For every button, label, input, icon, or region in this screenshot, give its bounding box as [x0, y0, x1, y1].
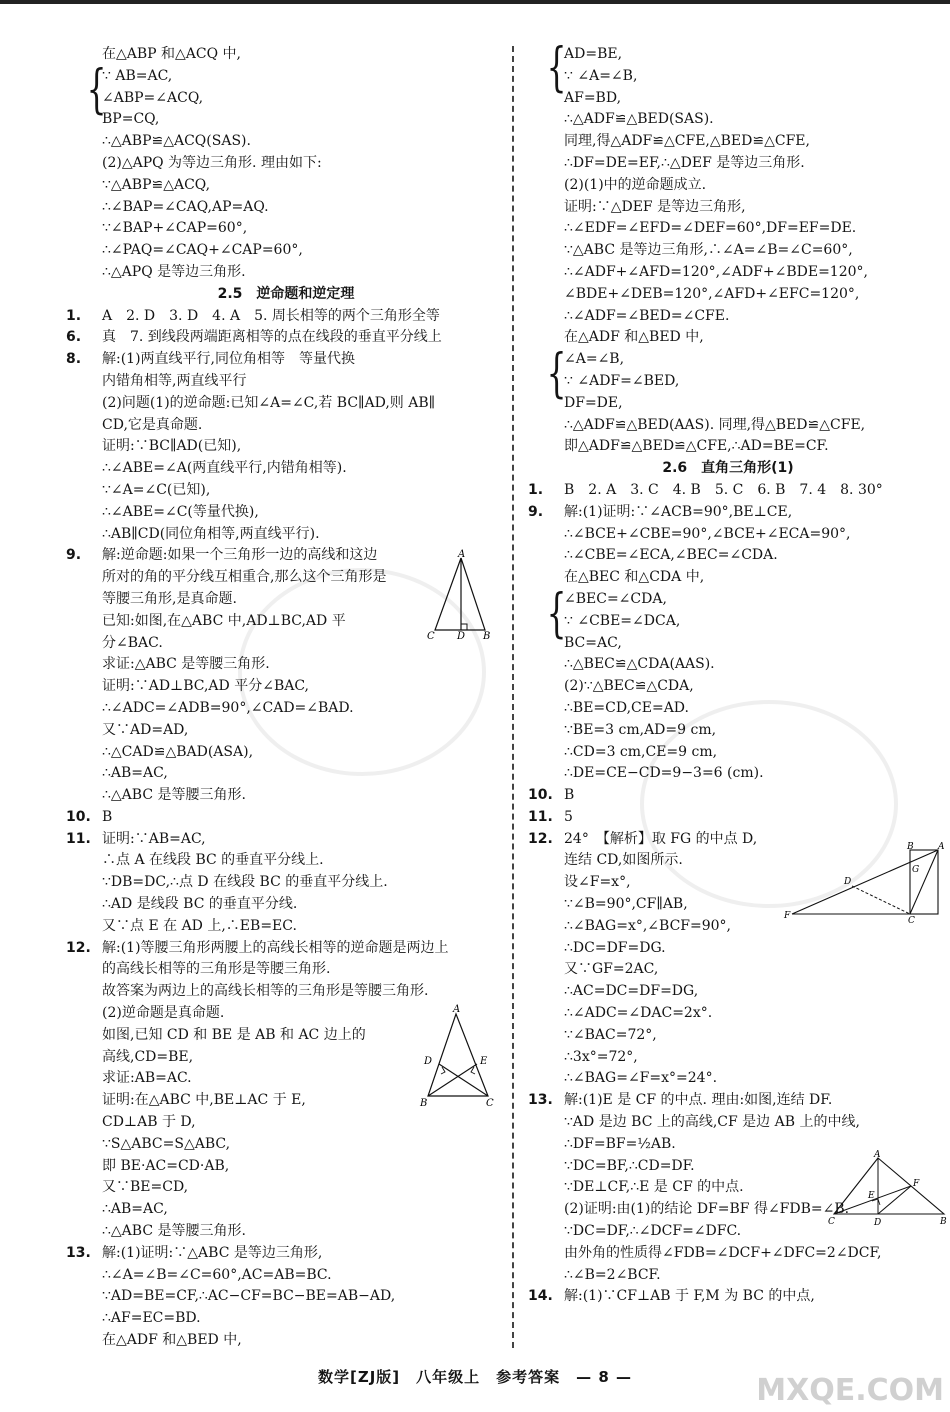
answer-text: ∵ ∠ADF=∠BED,	[564, 372, 680, 389]
label-e: E	[480, 1056, 488, 1067]
answer-line	[528, 88, 928, 110]
answer-line	[528, 66, 928, 88]
label-d: D	[424, 1056, 433, 1067]
answer-line	[66, 785, 506, 807]
answer-text: 的高线长相等的三角形是等腰三角形.	[102, 961, 331, 978]
answer-text: 在△ADF 和△BED 中,	[102, 1332, 242, 1349]
answer-text: (2)△APQ 为等边三角形. 理由如下:	[102, 154, 322, 171]
answer-text: 在△BEC 和△CDA 中,	[564, 569, 705, 586]
answer-line-numbered	[66, 938, 506, 960]
answer-text: 又∵GF=2AC,	[564, 961, 659, 978]
answer-text: 证明:∵△DEF 是等边三角形,	[564, 198, 746, 215]
question-number: 9.	[66, 547, 82, 564]
answer-text: ∴∠BCE+∠CBE=90°,∠BCE+∠ECA=90°,	[564, 525, 851, 542]
answer-line	[66, 44, 506, 66]
figure-q13r-triangle	[826, 1150, 950, 1228]
answer-text: ∴AF=EC=BD.	[102, 1310, 201, 1327]
answer-line-numbered	[528, 785, 928, 807]
answer-line	[528, 524, 928, 546]
label-d: D	[844, 877, 852, 887]
answer-text: ∵DE⊥CF,∴E 是 CF 的中点.	[564, 1179, 744, 1196]
answer-text: ∴AD 是线段 BC 的垂直平分线.	[102, 896, 298, 913]
answer-line	[528, 698, 928, 720]
question-number: 1.	[528, 481, 544, 498]
answer-text: ∴AB∥CD(同位角相等,两直线平行).	[102, 525, 320, 542]
answer-line	[66, 654, 506, 676]
answer-text: 证明:∵BC∥AD(已知),	[102, 438, 242, 455]
answer-text: ∴∠BAP=∠CAQ,AP=AQ.	[102, 198, 269, 215]
answer-text: ∴△CAD≌△BAD(ASA),	[102, 743, 254, 760]
answer-line	[528, 371, 928, 393]
answer-line	[66, 524, 506, 546]
answer-line	[528, 1025, 928, 1047]
answer-line	[66, 742, 506, 764]
answer-line	[66, 502, 506, 524]
answer-line	[66, 1112, 506, 1134]
answer-text: ∵DC=BF,∴CD=DF.	[564, 1157, 695, 1174]
answer-line	[66, 153, 506, 175]
answer-text: (2)证明:由(1)的结论 DF=BF 得∠FDB=∠B.	[564, 1201, 850, 1218]
answer-line	[66, 763, 506, 785]
left-column	[66, 44, 506, 1352]
answer-text: ∴DE=CE−CD=9−3=6 (cm).	[564, 765, 764, 782]
answer-text: 高线,CD=BE,	[102, 1048, 194, 1065]
label-g: G	[912, 865, 920, 875]
answer-text: 在△ABP 和△ACQ 中,	[102, 46, 242, 62]
answer-text: 已知:如图,在△ABC 中,AD⊥BC,AD 平	[102, 612, 346, 629]
answer-text: ∴∠ADF+∠AFD=120°,∠ADF+∠BDE=120°,	[564, 263, 868, 280]
answer-text: A 2. D 3. D 4. A 5. 周长相等的两个三角形全等	[102, 307, 440, 324]
answer-text: ∴∠ABE=∠A(两直线平行,内错角相等).	[102, 460, 347, 477]
watermark-text: MXQE.COM	[756, 1373, 944, 1408]
answer-line	[528, 109, 928, 131]
answer-text: BP=CQ,	[102, 111, 160, 128]
answer-text: ∵△ABC 是等边三角形,∴∠A=∠B=∠C=60°,	[564, 242, 853, 259]
answer-text: ∵ ∠CBE=∠DCA,	[564, 612, 681, 629]
answer-line-numbered	[528, 502, 928, 524]
brace-right-2: {	[546, 344, 567, 404]
answer-line	[528, 545, 928, 567]
answer-line	[528, 1047, 928, 1069]
question-number: 1.	[66, 307, 82, 324]
answer-line	[66, 175, 506, 197]
answer-text: ∠BDE+∠DEB=120°,∠AFD+∠EFC=120°,	[564, 285, 860, 302]
answer-text: ∴AB=AC,	[102, 765, 168, 782]
answer-text: ∴∠BAG=∠F=x°=24°.	[564, 1070, 718, 1087]
answer-line	[528, 742, 928, 764]
answer-text: ∵∠BAP+∠CAP=60°,	[102, 220, 248, 237]
answer-text: ∠A=∠B,	[564, 351, 625, 368]
label-a: A	[938, 842, 945, 852]
answer-text: ∵ ∠A=∠B,	[564, 67, 638, 84]
answer-line-numbered	[66, 306, 506, 328]
question-number: 13.	[66, 1244, 91, 1261]
label-c: C	[486, 1098, 494, 1108]
answer-text: ∵AD 是边 BC 上的高线,CF 是边 AB 上的中线,	[564, 1114, 860, 1131]
answer-line-numbered	[66, 1243, 506, 1265]
section-heading	[66, 284, 506, 306]
answer-line	[528, 567, 928, 589]
answer-text: (2)问题(1)的逆命题:已知∠A=∠C,若 BC∥AD,则 AB∥	[102, 394, 436, 411]
answer-text: ∴∠BAG=x°,∠BCF=90°,	[564, 917, 731, 934]
answer-text: 解:(1)∵CF⊥AB 于 F,M 为 BC 的中点,	[564, 1288, 815, 1305]
answer-text: 等腰三角形,是真命题.	[102, 590, 237, 607]
answer-text: ∴△ABC 是等腰三角形.	[102, 787, 246, 804]
answer-text: 同理,得△ADF≌△CFE,△BED≌△CFE,	[564, 133, 810, 150]
answer-line	[66, 1156, 506, 1178]
question-number: 12.	[528, 830, 553, 847]
label-e: E	[868, 1191, 875, 1201]
answer-text: 证明:∵AB=AC,	[102, 830, 206, 847]
label-c: C	[427, 631, 435, 640]
answer-line-numbered	[66, 807, 506, 829]
answer-line	[66, 131, 506, 153]
answer-line	[528, 349, 928, 371]
answer-text: 内错角相等,两直线平行	[102, 372, 247, 389]
answer-text: CD,它是真命题.	[102, 416, 203, 433]
figure-q12r-right-triangle	[782, 840, 947, 924]
answer-line	[66, 480, 506, 502]
label-a: A	[453, 1004, 461, 1015]
answer-text: ∴△ABC 是等腰三角形.	[102, 1223, 246, 1240]
answer-text: ∴∠ADF=∠BED=∠CFE.	[564, 307, 730, 324]
answer-text: B	[102, 808, 113, 825]
label-b: B	[907, 842, 914, 852]
answer-text: ∵∠BAC=72°,	[564, 1026, 657, 1043]
answer-line	[528, 763, 928, 785]
section-heading	[528, 458, 928, 480]
answer-line	[66, 436, 506, 458]
answer-text: ∴△BEC≌△CDA(AAS).	[564, 656, 715, 673]
answer-text: ∵DC=DF,∴∠DCF=∠DFC.	[564, 1223, 742, 1240]
answer-line	[66, 894, 506, 916]
answer-line	[66, 415, 506, 437]
answer-line	[528, 720, 928, 742]
answer-text: 解:(1)两直线平行,同位角相等 等量代换	[102, 351, 355, 368]
brace-left-1: {	[86, 60, 107, 120]
figure-q9-triangle	[425, 548, 495, 640]
answer-line	[66, 916, 506, 938]
answer-line	[66, 262, 506, 284]
answer-line	[528, 218, 928, 240]
answer-line-numbered	[528, 1286, 928, 1308]
answer-line	[528, 676, 928, 698]
answer-text: ∠ABP=∠ACQ,	[102, 89, 204, 106]
answer-line	[66, 109, 506, 131]
answer-text: 解:(1)证明:∵△ABC 是等边三角形,	[102, 1244, 323, 1261]
label-b: B	[420, 1098, 428, 1108]
answer-text: 即△ADF≌△BED≌△CFE,∴AD=BE=CF.	[564, 438, 829, 455]
top-rule	[0, 0, 950, 4]
answer-text: ∴△ADF≌△BED(SAS).	[564, 111, 714, 128]
answer-line	[528, 262, 928, 284]
answer-line	[66, 371, 506, 393]
answer-text: ∵BE=3 cm,AD=9 cm,	[564, 721, 717, 738]
answer-text: ∴点 A 在线段 BC 的垂直平分线上.	[102, 852, 324, 869]
answer-line	[528, 1068, 928, 1090]
answer-line	[528, 131, 928, 153]
answer-line	[528, 938, 928, 960]
answer-text: ∵∠A=∠C(已知),	[102, 481, 211, 498]
label-a: A	[874, 1150, 881, 1160]
answer-line	[66, 1134, 506, 1156]
answer-line	[66, 1308, 506, 1330]
answer-line	[528, 153, 928, 175]
answer-text: 即 BE·AC=CD·AB,	[102, 1157, 230, 1174]
answer-text: ∠BEC=∠CDA,	[564, 590, 667, 607]
answer-text: ∴∠ADC=∠ADB=90°,∠CAD=∠BAD.	[102, 699, 354, 716]
label-d: D	[874, 1218, 882, 1228]
answer-line	[66, 1199, 506, 1221]
answer-line-numbered	[66, 829, 506, 851]
page-footer: 数学[ZJ版] 八年级上 参考答案 — 8 —	[317, 1368, 633, 1386]
answer-text: ∵∠B=90°,CF∥AB,	[564, 896, 688, 913]
answer-line	[66, 981, 506, 1003]
column-divider	[512, 46, 514, 1348]
answer-text: 如图,已知 CD 和 BE 是 AB 和 AC 边上的	[102, 1026, 366, 1043]
answer-text: 证明:∵AD⊥BC,AD 平分∠BAC,	[102, 678, 310, 695]
answer-line	[528, 44, 928, 66]
answer-line	[66, 393, 506, 415]
answer-text: ∴∠PAQ=∠CAQ+∠CAP=60°,	[102, 242, 303, 259]
answer-text: 由外角的性质得∠FDB=∠DCF+∠DFC=2∠DCF,	[564, 1244, 882, 1261]
answer-text: ∴△ADF≌△BED(AAS). 同理,得△BED≌△CFE,	[564, 416, 866, 433]
answer-text: ∴DF=DE=EF,∴△DEF 是等边三角形.	[564, 154, 805, 171]
answer-line	[528, 654, 928, 676]
answer-text: 故答案为两边上的高线长相等的三角形是等腰三角形.	[102, 983, 429, 1000]
answer-text: 解:(1)E 是 CF 的中点. 理由:如图,连结 DF.	[564, 1092, 833, 1109]
section-heading-text: 2.6 直角三角形(1)	[662, 460, 794, 477]
answer-line-numbered	[528, 807, 928, 829]
answer-line	[528, 981, 928, 1003]
answer-text: ∵AD=BE=CF,∴AC−CF=BC−BE=AB−AD,	[102, 1288, 396, 1305]
answer-line	[66, 676, 506, 698]
answer-text: ∴∠CBE=∠ECA,∠BEC=∠CDA.	[564, 547, 778, 564]
answer-line	[528, 611, 928, 633]
answer-text: ∴BE=CD,CE=AD.	[564, 699, 689, 716]
answer-text: ∵S△ABC=S△ABC,	[102, 1135, 231, 1152]
answer-line-numbered	[66, 327, 506, 349]
answer-text: 所对的角的平分线互相重合,那么这个三角形是	[102, 569, 387, 586]
answer-line	[66, 88, 506, 110]
answer-line	[528, 1265, 928, 1287]
answer-line	[528, 197, 928, 219]
answer-line-numbered	[528, 1090, 928, 1112]
answer-text: ∴△APQ 是等边三角形.	[102, 263, 246, 280]
answer-text: BC=AC,	[564, 634, 622, 651]
answer-text: 5	[564, 808, 573, 825]
section-heading-text: 2.5 逆命题和逆定理	[217, 285, 355, 302]
label-f: F	[784, 911, 791, 921]
answer-text: ∴△ABP≌△ACQ(SAS).	[102, 133, 251, 150]
figure-q12-triangle	[418, 1004, 498, 1108]
answer-text: 求证:AB=AC.	[102, 1070, 192, 1087]
answer-line	[528, 589, 928, 611]
answer-line	[66, 1265, 506, 1287]
answer-line	[66, 458, 506, 480]
answer-text: 设∠F=x°,	[564, 874, 631, 891]
answer-text: 分∠BAC.	[102, 634, 163, 651]
question-number: 10.	[528, 787, 553, 804]
label-c: C	[828, 1217, 835, 1227]
answer-line	[66, 1330, 506, 1352]
answer-text: ∵ AB=AC,	[102, 67, 173, 84]
answer-line	[528, 633, 928, 655]
answer-line	[528, 393, 928, 415]
answer-text: 求证:△ABC 是等腰三角形.	[102, 656, 270, 673]
answer-line	[66, 1177, 506, 1199]
answer-text: ∴∠ADC=∠DAC=2x°.	[564, 1005, 713, 1022]
answer-text: 证明:在△ABC 中,BE⊥AC 于 E,	[102, 1092, 306, 1109]
answer-text: ∴∠B=2∠BCF.	[564, 1266, 661, 1283]
answer-line	[528, 327, 928, 349]
answer-line	[528, 240, 928, 262]
label-f: F	[913, 1179, 920, 1189]
answer-line	[528, 1243, 928, 1265]
answer-text: (2)逆命题是真命题.	[102, 1005, 225, 1022]
answer-line	[528, 175, 928, 197]
question-number: 8.	[66, 351, 82, 368]
answer-text: ∴∠ABE=∠C(等量代换),	[102, 503, 259, 520]
answer-text: 解:(1)等腰三角形两腰上的高线长相等的逆命题是两边上	[102, 939, 449, 956]
answer-line-numbered	[528, 480, 928, 502]
answer-text: 又∵BE=CD,	[102, 1179, 189, 1196]
question-number: 12.	[66, 939, 91, 956]
label-b: B	[940, 1217, 947, 1227]
question-number: 11.	[66, 830, 91, 847]
answer-line	[66, 218, 506, 240]
answer-text: (2)∵△BEC≌△CDA,	[564, 678, 694, 695]
question-number: 11.	[528, 808, 553, 825]
answer-text: ∴∠A=∠B=∠C=60°,AC=AB=BC.	[102, 1266, 332, 1283]
answer-text: ∴DF=BF=½AB.	[564, 1135, 676, 1152]
answer-text: AD=BE,	[564, 46, 623, 62]
label-b: B	[483, 631, 491, 640]
answer-text: 连结 CD,如图所示.	[564, 852, 683, 869]
brace-right-3: {	[546, 584, 567, 644]
answer-line	[528, 1003, 928, 1025]
brace-right-1: {	[546, 38, 567, 98]
answer-text: ∴∠EDF=∠EFD=∠DEF=60°,DF=EF=DE.	[564, 220, 857, 237]
answer-line	[528, 306, 928, 328]
answer-text: ∴3x°=72°,	[564, 1048, 638, 1065]
answer-line	[66, 850, 506, 872]
answer-text: ∴AB=AC,	[102, 1201, 168, 1218]
question-number: 14.	[528, 1288, 553, 1305]
answer-line	[66, 66, 506, 88]
answer-text: 又∵AD=AD,	[102, 721, 189, 738]
answer-line-numbered	[66, 349, 506, 371]
label-d: D	[457, 631, 466, 640]
answer-text: (2)(1)中的逆命题成立.	[564, 176, 707, 193]
question-number: 6.	[66, 329, 82, 346]
answer-text: DF=DE,	[564, 394, 623, 411]
answer-text: AF=BD,	[564, 89, 622, 106]
answer-text: ∵△ABP≌△ACQ,	[102, 176, 211, 193]
answer-text: ∴AC=DC=DF=DG,	[564, 983, 699, 1000]
answer-text: 真 7. 到线段两端距离相等的点在线段的垂直平分线上	[102, 329, 442, 346]
answer-text: 解:(1)证明:∵∠ACB=90°,BE⊥CE,	[564, 503, 793, 520]
answer-line	[66, 720, 506, 742]
answer-text: B	[564, 787, 575, 804]
answer-line	[528, 415, 928, 437]
answer-line	[528, 959, 928, 981]
answer-line	[66, 197, 506, 219]
question-number: 10.	[66, 808, 91, 825]
answer-text: CD⊥AB 于 D,	[102, 1114, 196, 1131]
answer-text: 解:逆命题:如果一个三角形一边的高线和这边	[102, 547, 378, 564]
answer-text: 24° 【解析】取 FG 的中点 D,	[564, 830, 758, 847]
answer-line	[66, 698, 506, 720]
answer-line	[66, 959, 506, 981]
right-column	[528, 38, 928, 1308]
answer-line	[528, 436, 928, 458]
label-a: A	[458, 549, 466, 560]
answer-text: 在△ADF 和△BED 中,	[564, 329, 704, 346]
question-number: 13.	[528, 1092, 553, 1109]
answer-text: 又∵点 E 在 AD 上,∴EB=EC.	[102, 917, 297, 934]
answer-line	[66, 1286, 506, 1308]
answer-text: ∵DB=DC,∴点 D 在线段 BC 的垂直平分线上.	[102, 874, 388, 891]
question-number: 9.	[528, 503, 544, 520]
answer-line	[528, 284, 928, 306]
answer-line	[66, 240, 506, 262]
answer-line	[528, 1112, 928, 1134]
answer-line	[66, 872, 506, 894]
label-c: C	[908, 916, 915, 924]
answer-line	[66, 1221, 506, 1243]
answer-text: ∴CD=3 cm,CE=9 cm,	[564, 743, 718, 760]
answer-text: ∴DC=DF=DG.	[564, 939, 666, 956]
answer-text: B 2. A 3. C 4. B 5. C 6. B 7. 4 8. 30°	[564, 481, 883, 498]
